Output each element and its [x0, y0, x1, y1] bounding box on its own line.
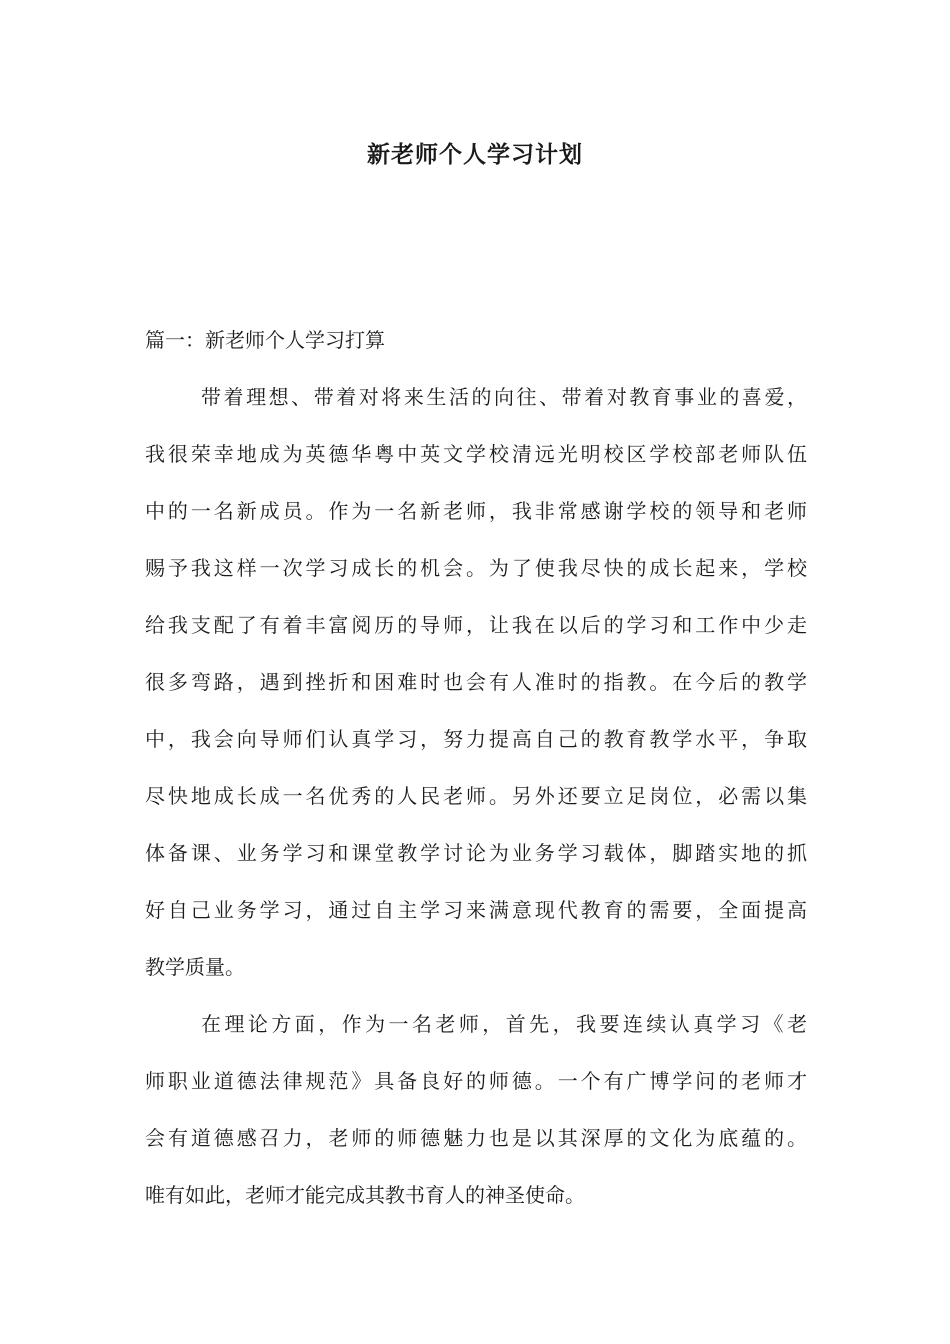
text-line: 在理论方面，作为一名老师，首先，我要连续认真学习《老 [201, 1012, 807, 1036]
paragraph-2 [145, 996, 807, 1224]
text-line: 体备课、业务学习和课堂教学讨论为业务学习载体，脚踏实地的抓 [145, 841, 807, 865]
text-line: 赐予我这样一次学习成长的机会。为了使我尽快的成长起来，学校 [145, 556, 807, 580]
text-line: 我很荣幸地成为英德华粤中英文学校清远光明校区学校部老师队伍 [145, 442, 807, 466]
paragraph-1 [145, 369, 807, 996]
text-line: 好自己业务学习，通过自主学习来满意现代教育的需要，全面提高 [145, 898, 807, 922]
document-title: 新老师个人学习计划 [367, 141, 583, 168]
text-line: 教学质量。 [145, 955, 245, 979]
text-line: 给我支配了有着丰富阅历的导师，让我在以后的学习和工作中少走 [145, 613, 807, 637]
text-line: 唯有如此，老师才能完成其教书育人的神圣使命。 [145, 1183, 585, 1207]
text-line: 中的一名新成员。作为一名新老师，我非常感谢学校的领导和老师 [145, 499, 807, 523]
text-line: 会有道德感召力，老师的师德魅力也是以其深厚的文化为底蕴的。 [145, 1126, 807, 1150]
section-heading: 篇一：新老师个人学习打算 [145, 328, 385, 352]
text-line: 带着理想、带着对将来生活的向往、带着对教育事业的喜爱， [201, 385, 807, 409]
document-body [145, 312, 807, 1224]
text-line: 很多弯路，遇到挫折和困难时也会有人准时的指教。在今后的教学 [145, 670, 807, 694]
text-line: 师职业道德法律规范》具备良好的师德。一个有广博学问的老师才 [145, 1069, 807, 1093]
text-line: 尽快地成长成一名优秀的人民老师。另外还要立足岗位，必需以集 [145, 784, 807, 808]
text-line: 中，我会向导师们认真学习，努力提高自己的教育教学水平，争取 [145, 727, 807, 751]
